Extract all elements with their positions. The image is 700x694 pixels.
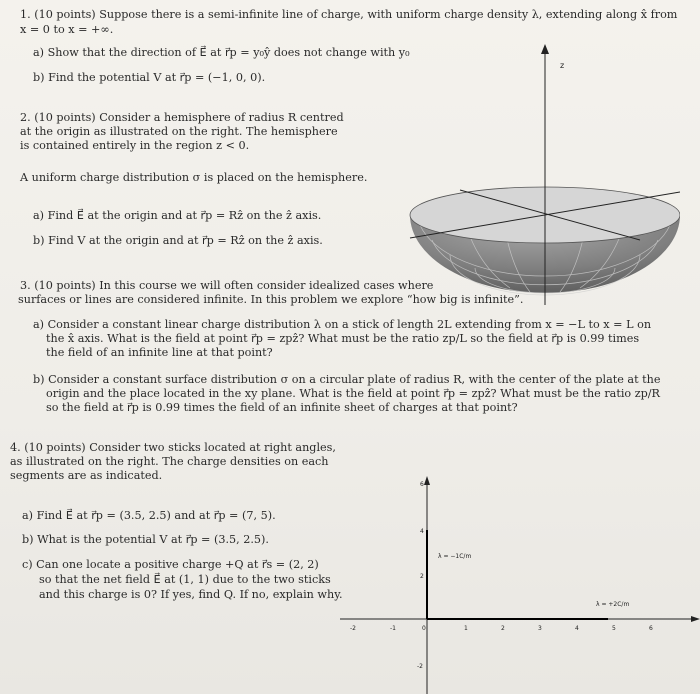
problem4-part-c-line1: c) Can one locate a positive charge +Q at r⃗s = (2, 2) xyxy=(22,558,319,571)
sticks-axes xyxy=(340,480,695,694)
problem3-line1: 3. (10 points) In this course we will often consider idealized cases where xyxy=(20,279,434,292)
x-tick-label: -2 xyxy=(350,625,356,632)
problem4-part-a: a) Find E⃗ at r⃗p = (3.5, 2.5) and at r⃗p = (7, 5). xyxy=(22,509,276,522)
problem4-part-c-line2: so that the net field E⃗ at (1, 1) due to the two sticks xyxy=(39,573,331,586)
problem4-part-b: b) What is the potential V at r⃗p = (3.5, 2.5). xyxy=(22,533,269,546)
horizontal-stick-label: λ = +2C/m xyxy=(596,601,630,608)
x-tick-label: 4 xyxy=(575,625,579,632)
problem2-line3: is contained entirely in the region z < 0. xyxy=(20,139,250,152)
x-tick-label: 6 xyxy=(649,625,653,632)
y-tick-label: 6 xyxy=(420,481,424,488)
problem3-part-a-line2: the x̂ axis. What is the field at point r⃗p = zpẑ? What must be the ratio zp/L so the field at r⃗p is 0.99 times xyxy=(46,332,640,345)
x-tick-label: 2 xyxy=(501,625,505,632)
problem2-part-a: a) Find E⃗ at the origin and at r⃗p = Rẑ on the ẑ axis. xyxy=(33,209,322,222)
problem3-part-a-line3: the field of an infinite line at that point? xyxy=(46,346,273,359)
problem4-line2: as illustrated on the right. The charge densities on each xyxy=(10,455,329,468)
problem3-part-a-line1: a) Consider a constant linear charge distribution λ on a stick of length 2L extending from x = −L to x = L on xyxy=(33,318,652,331)
problem2-line2: at the origin as illustrated on the right. The hemisphere xyxy=(20,125,338,138)
problem1-line1: 1. (10 points) Suppose there is a semi-infinite line of charge, with uniform charge density λ, extending along x̂ from xyxy=(20,8,678,21)
problem1-part-b: b) Find the potential V at r⃗p = (−1, 0, 0). xyxy=(33,71,266,84)
x-tick-label: -1 xyxy=(390,625,396,632)
x-axis-arrow xyxy=(691,616,700,622)
x-tick-label: 0 xyxy=(422,625,426,632)
problem3-line2: surfaces or lines are considered infinite. In this problem we explore “how big is infinite”. xyxy=(18,293,524,306)
x-tick-label: 5 xyxy=(612,625,616,632)
y-tick-label: -2 xyxy=(417,663,423,670)
hemisphere-figure xyxy=(400,40,680,310)
y-axis-arrow xyxy=(424,476,430,485)
problem4-line3: segments are as indicated. xyxy=(10,469,163,482)
y-tick-label: 4 xyxy=(420,528,424,535)
problem2-line1: 2. (10 points) Consider a hemisphere of radius R centred xyxy=(20,111,344,124)
problem2-part-b: b) Find V at the origin and at r⃗p = Rẑ on the ẑ axis. xyxy=(33,234,323,247)
y-tick-labels xyxy=(417,481,424,670)
problem3-part-b-line3: so the field at r⃗p is 0.99 times the field of an infinite sheet of charges at that point? xyxy=(46,401,518,414)
problem4-part-c-line3: and this charge is 0? If yes, find Q. If no, explain why. xyxy=(39,588,343,601)
y-tick-label: 2 xyxy=(420,573,424,580)
problem1-line2: x = 0 to x = +∞. xyxy=(20,23,114,36)
z-axis-arrow xyxy=(541,44,549,54)
x-tick-labels xyxy=(350,625,653,632)
problem3-part-b-line1: b) Consider a constant surface distribution σ on a circular plate of radius R, with the center of the plate at the xyxy=(33,373,661,386)
z-axis-label: z xyxy=(560,61,565,70)
problem2-line4: A uniform charge distribution σ is placed on the hemisphere. xyxy=(20,171,368,184)
problem4-line1: 4. (10 points) Consider two sticks located at right angles, xyxy=(10,441,336,454)
x-tick-label: 1 xyxy=(464,625,468,632)
problem3-part-b-line2: origin and the place located in the xy plane. What is the field at point r⃗p = zpẑ? What must be the ratio zp/R xyxy=(46,387,660,400)
vertical-stick-label: λ = −1C/m xyxy=(438,553,472,560)
sticks-figure xyxy=(340,470,700,694)
problem1-part-a: a) Show that the direction of E⃗ at r⃗p = y₀ŷ does not change with y₀ xyxy=(33,46,410,59)
x-tick-label: 3 xyxy=(538,625,542,632)
